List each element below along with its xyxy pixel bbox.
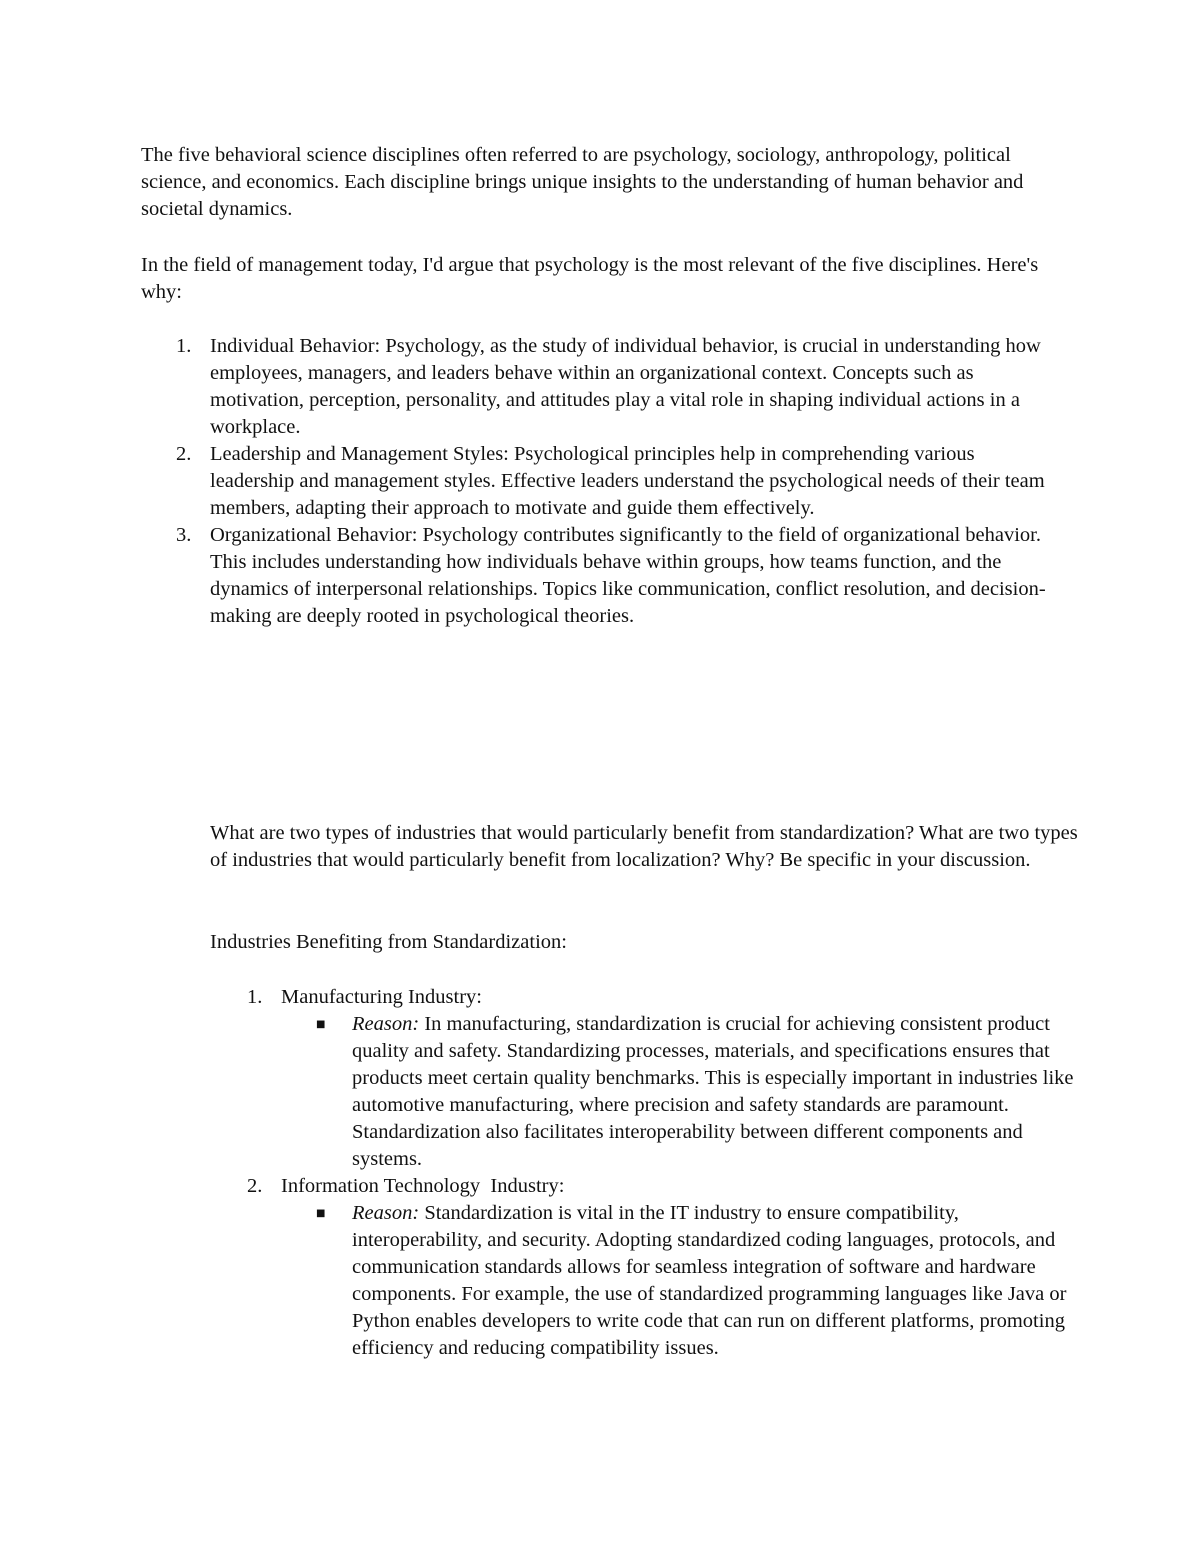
reason-label: Reason: <box>352 1013 420 1035</box>
square-bullet-icon: ■ <box>316 1019 326 1030</box>
list-item <box>247 1173 1081 1362</box>
reason-sublist <box>281 1200 1081 1362</box>
reasons-list <box>176 333 1050 630</box>
industry-name: Manufacturing Industry: <box>281 986 482 1008</box>
reason-label: Reason: <box>352 1202 420 1224</box>
list-item-text: Leadership and Management Styles: Psychological principles help in comprehending various leadership and management styles. Effective leaders understand the psychological needs of their team members, adapting their approach to motivate and guide them effectively. <box>210 443 1045 519</box>
section-heading: Industries Benefiting from Standardization: <box>210 931 567 953</box>
standardization-industries-list <box>247 984 1081 1362</box>
list-number: 2. <box>247 1175 263 1197</box>
list-number: 3. <box>176 524 192 546</box>
list-item-text: Organizational Behavior: Psychology contributes significantly to the field of organizational behavior. This includes understanding how individuals behave within groups, how teams function, and the dynamics of interpersonal relationships. Topics like communication, conflict resolution, and decision-making are deeply rooted in psychological theories. <box>210 524 1046 627</box>
list-item-text: Individual Behavior: Psychology, as the study of individual behavior, is crucial in understanding how employees, managers, and leaders behave within an organizational context. Concepts such as motivation, perception, personality, and attitudes play a vital role in shaping individual actions in a workplace. <box>210 335 1041 438</box>
list-item <box>176 522 1050 630</box>
reason-text: In manufacturing, standardization is crucial for achieving consistent product quality and safety. Standardizing processes, materials, and specifications ensures that products meet certain quality benchmarks. This is especially important in industries like automotive manufacturing, where precision and safety standards are paramount. Standardization also facilitates interoperability between different components and systems. <box>352 1013 1074 1170</box>
list-item <box>176 333 1050 441</box>
thesis-paragraph: In the field of management today, I'd argue that psychology is the most relevant of the five disciplines. Here's why: <box>141 254 1039 303</box>
list-item <box>247 984 1081 1173</box>
question-paragraph: What are two types of industries that would particularly benefit from standardization? What are two types of industries that would particularly benefit from localization? Why? Be specific in your discussion. <box>210 822 1078 871</box>
list-number: 2. <box>176 443 192 465</box>
square-bullet-icon: ■ <box>316 1208 326 1219</box>
list-item <box>176 441 1050 522</box>
list-number: 1. <box>247 986 263 1008</box>
reason-text: Standardization is vital in the IT industry to ensure compatibility, interoperability, and security. Adopting standardized coding languages, protocols, and communication standards allows for seamless integration of software and hardware components. For example, the use of standardized programming languages like Java or Python enables developers to write code that can run on different platforms, promoting efficiency and reducing compatibility issues. <box>352 1202 1067 1359</box>
sub-list-item <box>316 1200 1081 1362</box>
list-number: 1. <box>176 335 192 357</box>
industry-name: Information Technology Industry: <box>281 1175 565 1197</box>
reason-sublist <box>281 1011 1081 1173</box>
sub-list-item <box>316 1011 1081 1173</box>
intro-paragraph: The five behavioral science disciplines often referred to are psychology, sociology, anthropology, political science, and economics. Each discipline brings unique insights to the understanding of human behavior and societal dynamics. <box>141 144 1024 220</box>
